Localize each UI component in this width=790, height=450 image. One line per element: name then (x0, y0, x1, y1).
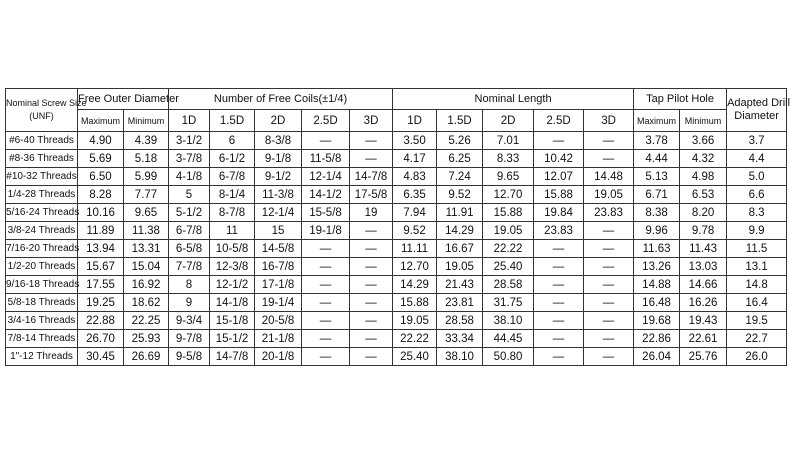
cell-size: 5/16-24 Threads (6, 204, 78, 222)
cell-length-3d: — (584, 294, 634, 312)
cell-fod-min: 5.99 (124, 168, 169, 186)
cell-coils-1d: 9-7/8 (169, 330, 210, 348)
cell-coils-1-5d: 10-5/8 (210, 240, 255, 258)
cell-length-1-5d: 28.58 (437, 312, 483, 330)
cell-length-1d: 4.17 (393, 150, 437, 168)
cell-fod-min: 11.38 (124, 222, 169, 240)
cell-tap-max: 6.71 (634, 186, 680, 204)
cell-size: #10-32 Threads (6, 168, 78, 186)
header-nominal-length: Nominal Length (393, 89, 634, 110)
cell-coils-1-5d: 11 (210, 222, 255, 240)
cell-fod-min: 7.77 (124, 186, 169, 204)
cell-length-2-5d: 19.84 (534, 204, 584, 222)
cell-coils-2d: 8-3/8 (255, 132, 302, 150)
cell-fod-min: 22.25 (124, 312, 169, 330)
cell-length-3d: — (584, 258, 634, 276)
cell-coils-2-5d: — (302, 312, 350, 330)
cell-tap-max: 11.63 (634, 240, 680, 258)
cell-length-1d: 6.35 (393, 186, 437, 204)
cell-coils-2-5d: — (302, 294, 350, 312)
cell-coils-1-5d: 8-1/4 (210, 186, 255, 204)
header-coils-3d: 3D (350, 110, 393, 132)
cell-coils-2d: 20-5/8 (255, 312, 302, 330)
header-length-3d: 3D (584, 110, 634, 132)
cell-coils-1d: 9-3/4 (169, 312, 210, 330)
table-row (6, 132, 787, 150)
cell-length-1-5d: 21.43 (437, 276, 483, 294)
cell-coils-2-5d: 12-1/4 (302, 168, 350, 186)
cell-coils-2d: 20-1/8 (255, 348, 302, 366)
cell-length-1d: 3.50 (393, 132, 437, 150)
table-row (6, 222, 787, 240)
cell-length-3d: — (584, 330, 634, 348)
header-tap-maximum: Maximum (634, 110, 680, 132)
cell-coils-1d: 4-1/8 (169, 168, 210, 186)
table-row (6, 330, 787, 348)
cell-fod-min: 13.31 (124, 240, 169, 258)
header-fod-maximum: Maximum (78, 110, 124, 132)
cell-length-1d: 4.83 (393, 168, 437, 186)
cell-size: 1/2-20 Threads (6, 258, 78, 276)
cell-length-2d: 7.01 (483, 132, 534, 150)
cell-coils-1d: 5-1/2 (169, 204, 210, 222)
cell-coils-1-5d: 6-1/2 (210, 150, 255, 168)
cell-tap-max: 19.68 (634, 312, 680, 330)
cell-tap-max: 4.44 (634, 150, 680, 168)
header-row-top (6, 89, 787, 110)
cell-drill-diameter: 8.3 (727, 204, 787, 222)
cell-coils-3d: — (350, 348, 393, 366)
cell-tap-max: 14.88 (634, 276, 680, 294)
spec-table (5, 88, 790, 366)
cell-length-1-5d: 16.67 (437, 240, 483, 258)
cell-coils-2d: 11-3/8 (255, 186, 302, 204)
cell-length-2-5d: — (534, 240, 584, 258)
cell-fod-max: 17.55 (78, 276, 124, 294)
cell-coils-2-5d: 11-5/8 (302, 150, 350, 168)
cell-coils-1d: 7-7/8 (169, 258, 210, 276)
cell-tap-max: 22.86 (634, 330, 680, 348)
header-tap-pilot-hole: Tap Pilot Hole (634, 89, 727, 110)
cell-length-2-5d: — (534, 348, 584, 366)
cell-drill-diameter: 4.4 (727, 150, 787, 168)
cell-length-2d: 15.88 (483, 204, 534, 222)
cell-coils-1d: 8 (169, 276, 210, 294)
cell-coils-3d: — (350, 294, 393, 312)
cell-length-2-5d: 15.88 (534, 186, 584, 204)
cell-drill-diameter: 22.7 (727, 330, 787, 348)
cell-coils-1d: 3-7/8 (169, 150, 210, 168)
cell-fod-min: 26.69 (124, 348, 169, 366)
cell-fod-max: 6.50 (78, 168, 124, 186)
cell-fod-min: 4.39 (124, 132, 169, 150)
cell-length-1d: 19.05 (393, 312, 437, 330)
header-length-2-5d: 2.5D (534, 110, 584, 132)
cell-size: 5/8-18 Threads (6, 294, 78, 312)
table-row (6, 312, 787, 330)
header-coils-2d: 2D (255, 110, 302, 132)
cell-coils-2-5d: — (302, 348, 350, 366)
header-nominal-size (6, 89, 87, 132)
cell-length-2d: 8.33 (483, 150, 534, 168)
header-free-outer-diameter: Free Outer Diameter (78, 89, 169, 110)
header-fod-minimum: Minimum (124, 110, 169, 132)
cell-drill-diameter: 13.1 (727, 258, 787, 276)
cell-drill-diameter: 9.9 (727, 222, 787, 240)
header-adapted-drill-line1: Adapted Drill (727, 97, 790, 109)
header-adapted-drill-line2: Diameter (734, 110, 779, 122)
cell-fod-max: 19.25 (78, 294, 124, 312)
cell-length-2d: 50.80 (483, 348, 534, 366)
cell-drill-diameter: 5.0 (727, 168, 787, 186)
cell-length-1d: 25.40 (393, 348, 437, 366)
cell-coils-3d: — (350, 258, 393, 276)
cell-length-2d: 9.65 (483, 168, 534, 186)
cell-coils-3d: 17-5/8 (350, 186, 393, 204)
table-row (6, 276, 787, 294)
cell-fod-max: 22.88 (78, 312, 124, 330)
cell-coils-2-5d: — (302, 132, 350, 150)
cell-coils-1-5d: 14-7/8 (210, 348, 255, 366)
table-row (6, 240, 787, 258)
cell-size: 7/8-14 Threads (6, 330, 78, 348)
header-nominal-size-line2: (UNF) (29, 111, 54, 121)
table-row (6, 258, 787, 276)
cell-coils-3d: 19 (350, 204, 393, 222)
cell-coils-1d: 9-5/8 (169, 348, 210, 366)
cell-drill-diameter: 19.5 (727, 312, 787, 330)
cell-length-1-5d: 9.52 (437, 186, 483, 204)
cell-length-3d: 23.83 (584, 204, 634, 222)
cell-tap-min: 8.20 (680, 204, 727, 222)
cell-tap-max: 13.26 (634, 258, 680, 276)
cell-coils-2d: 19-1/4 (255, 294, 302, 312)
cell-fod-min: 5.18 (124, 150, 169, 168)
cell-fod-min: 18.62 (124, 294, 169, 312)
cell-length-1d: 12.70 (393, 258, 437, 276)
cell-length-2-5d: 23.83 (534, 222, 584, 240)
cell-length-2-5d: 12.07 (534, 168, 584, 186)
cell-length-3d: 14.48 (584, 168, 634, 186)
cell-tap-min: 4.98 (680, 168, 727, 186)
header-coils-1-5d: 1.5D (210, 110, 255, 132)
cell-length-3d: — (584, 276, 634, 294)
cell-length-1d: 11.11 (393, 240, 437, 258)
cell-size: #6-40 Threads (6, 132, 78, 150)
table-row (6, 168, 787, 186)
cell-length-2-5d: — (534, 330, 584, 348)
cell-tap-min: 16.26 (680, 294, 727, 312)
cell-coils-2d: 12-1/4 (255, 204, 302, 222)
cell-coils-1d: 3-1/2 (169, 132, 210, 150)
header-free-coils: Number of Free Coils(±1/4) (169, 89, 393, 110)
cell-length-1d: 15.88 (393, 294, 437, 312)
cell-coils-2d: 9-1/2 (255, 168, 302, 186)
cell-length-2d: 38.10 (483, 312, 534, 330)
cell-length-1-5d: 23.81 (437, 294, 483, 312)
cell-length-1-5d: 14.29 (437, 222, 483, 240)
cell-length-1-5d: 11.91 (437, 204, 483, 222)
cell-drill-diameter: 11.5 (727, 240, 787, 258)
header-adapted-drill (727, 89, 790, 132)
table-row (6, 294, 787, 312)
cell-coils-1d: 6-5/8 (169, 240, 210, 258)
cell-coils-3d: — (350, 312, 393, 330)
cell-fod-max: 4.90 (78, 132, 124, 150)
table-row (6, 150, 787, 168)
cell-tap-min: 9.78 (680, 222, 727, 240)
cell-coils-2d: 17-1/8 (255, 276, 302, 294)
cell-length-1-5d: 19.05 (437, 258, 483, 276)
cell-coils-2-5d: 14-1/2 (302, 186, 350, 204)
cell-tap-min: 19.43 (680, 312, 727, 330)
cell-fod-max: 15.67 (78, 258, 124, 276)
cell-coils-2-5d: — (302, 330, 350, 348)
cell-length-2d: 25.40 (483, 258, 534, 276)
cell-tap-min: 11.43 (680, 240, 727, 258)
cell-coils-2-5d: — (302, 276, 350, 294)
cell-length-1d: 14.29 (393, 276, 437, 294)
cell-drill-diameter: 16.4 (727, 294, 787, 312)
cell-fod-min: 9.65 (124, 204, 169, 222)
cell-coils-1-5d: 15-1/8 (210, 312, 255, 330)
cell-size: #8-36 Threads (6, 150, 78, 168)
cell-length-2-5d: — (534, 312, 584, 330)
cell-size: 3/8-24 Threads (6, 222, 78, 240)
cell-size: 7/16-20 Threads (6, 240, 78, 258)
table-row (6, 348, 787, 366)
cell-fod-min: 16.92 (124, 276, 169, 294)
header-length-1d: 1D (393, 110, 437, 132)
header-nominal-size-line1: Nominal Screw Size (6, 98, 87, 108)
cell-drill-diameter: 6.6 (727, 186, 787, 204)
cell-fod-max: 13.94 (78, 240, 124, 258)
cell-tap-min: 22.61 (680, 330, 727, 348)
cell-coils-3d: — (350, 240, 393, 258)
cell-coils-2-5d: 15-5/8 (302, 204, 350, 222)
cell-length-3d: — (584, 348, 634, 366)
cell-length-3d: — (584, 132, 634, 150)
cell-length-3d: — (584, 240, 634, 258)
cell-tap-max: 26.04 (634, 348, 680, 366)
cell-length-3d: — (584, 222, 634, 240)
cell-drill-diameter: 3.7 (727, 132, 787, 150)
cell-size: 1"-12 Threads (6, 348, 78, 366)
cell-size: 3/4-16 Threads (6, 312, 78, 330)
cell-fod-max: 26.70 (78, 330, 124, 348)
cell-coils-2-5d: — (302, 240, 350, 258)
cell-length-2-5d: — (534, 258, 584, 276)
cell-coils-2d: 21-1/8 (255, 330, 302, 348)
cell-coils-2-5d: 19-1/8 (302, 222, 350, 240)
header-length-1-5d: 1.5D (437, 110, 483, 132)
header-length-2d: 2D (483, 110, 534, 132)
cell-length-2-5d: — (534, 276, 584, 294)
cell-tap-max: 5.13 (634, 168, 680, 186)
cell-coils-1-5d: 6-7/8 (210, 168, 255, 186)
cell-coils-1-5d: 12-1/2 (210, 276, 255, 294)
header-row-sub (6, 110, 787, 132)
cell-tap-max: 9.96 (634, 222, 680, 240)
cell-drill-diameter: 26.0 (727, 348, 787, 366)
cell-fod-max: 30.45 (78, 348, 124, 366)
cell-length-3d: — (584, 312, 634, 330)
cell-length-1d: 9.52 (393, 222, 437, 240)
cell-tap-max: 3.78 (634, 132, 680, 150)
cell-coils-2d: 15 (255, 222, 302, 240)
cell-fod-min: 25.93 (124, 330, 169, 348)
cell-coils-1d: 6-7/8 (169, 222, 210, 240)
cell-tap-max: 16.48 (634, 294, 680, 312)
cell-coils-3d: — (350, 132, 393, 150)
cell-length-3d: — (584, 150, 634, 168)
cell-fod-max: 10.16 (78, 204, 124, 222)
header-coils-1d: 1D (169, 110, 210, 132)
cell-coils-1-5d: 6 (210, 132, 255, 150)
cell-coils-3d: — (350, 222, 393, 240)
table-row (6, 204, 787, 222)
cell-coils-2d: 16-7/8 (255, 258, 302, 276)
header-coils-2-5d: 2.5D (302, 110, 350, 132)
cell-coils-1-5d: 8-7/8 (210, 204, 255, 222)
cell-tap-max: 8.38 (634, 204, 680, 222)
cell-coils-2d: 14-5/8 (255, 240, 302, 258)
table-row (6, 186, 787, 204)
cell-length-2d: 22.22 (483, 240, 534, 258)
cell-length-1-5d: 7.24 (437, 168, 483, 186)
cell-length-1d: 22.22 (393, 330, 437, 348)
cell-length-1-5d: 5.26 (437, 132, 483, 150)
cell-tap-min: 25.76 (680, 348, 727, 366)
cell-length-1d: 7.94 (393, 204, 437, 222)
cell-fod-min: 15.04 (124, 258, 169, 276)
cell-coils-1-5d: 12-3/8 (210, 258, 255, 276)
cell-length-3d: 19.05 (584, 186, 634, 204)
cell-length-2d: 44.45 (483, 330, 534, 348)
cell-tap-min: 4.32 (680, 150, 727, 168)
cell-tap-min: 6.53 (680, 186, 727, 204)
cell-coils-3d: 14-7/8 (350, 168, 393, 186)
cell-coils-3d: — (350, 276, 393, 294)
cell-length-2d: 31.75 (483, 294, 534, 312)
cell-size: 1/4-28 Threads (6, 186, 78, 204)
cell-length-2-5d: 10.42 (534, 150, 584, 168)
header-tap-minimum: Minimum (680, 110, 727, 132)
cell-length-1-5d: 6.25 (437, 150, 483, 168)
cell-length-1-5d: 38.10 (437, 348, 483, 366)
table-body (6, 132, 787, 366)
cell-length-2d: 19.05 (483, 222, 534, 240)
cell-length-1-5d: 33.34 (437, 330, 483, 348)
cell-coils-1d: 5 (169, 186, 210, 204)
cell-coils-2-5d: — (302, 258, 350, 276)
cell-length-2d: 12.70 (483, 186, 534, 204)
cell-tap-min: 3.66 (680, 132, 727, 150)
cell-length-2d: 28.58 (483, 276, 534, 294)
cell-coils-2d: 9-1/8 (255, 150, 302, 168)
cell-fod-max: 5.69 (78, 150, 124, 168)
cell-length-2-5d: — (534, 132, 584, 150)
cell-coils-3d: — (350, 330, 393, 348)
cell-drill-diameter: 14.8 (727, 276, 787, 294)
cell-fod-max: 11.89 (78, 222, 124, 240)
cell-coils-3d: — (350, 150, 393, 168)
cell-fod-max: 8.28 (78, 186, 124, 204)
cell-tap-min: 14.66 (680, 276, 727, 294)
cell-size: 9/16-18 Threads (6, 276, 78, 294)
cell-coils-1-5d: 14-1/8 (210, 294, 255, 312)
cell-coils-1-5d: 15-1/2 (210, 330, 255, 348)
cell-tap-min: 13.03 (680, 258, 727, 276)
cell-length-2-5d: — (534, 294, 584, 312)
cell-coils-1d: 9 (169, 294, 210, 312)
